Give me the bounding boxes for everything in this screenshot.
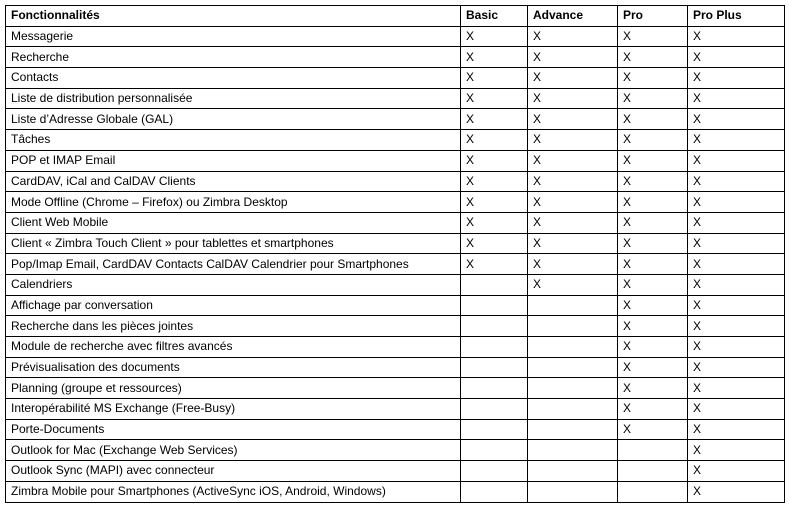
advance-cell: X (528, 171, 618, 192)
feature-cell: POP et IMAP Email (6, 150, 461, 171)
feature-cell: Liste de distribution personnalisée (6, 88, 461, 109)
basic-cell (461, 399, 528, 420)
advance-cell (528, 461, 618, 482)
advance-cell: X (528, 274, 618, 295)
basic-cell (461, 295, 528, 316)
table-row (6, 419, 785, 440)
feature-cell: Pop/Imap Email, CardDAV Contacts CalDAV Calendrier pour Smartphones (6, 254, 461, 275)
table-row (6, 357, 785, 378)
pro-cell: X (618, 47, 688, 68)
header-advance: Advance (528, 6, 618, 27)
feature-cell: Interopérabilité MS Exchange (Free-Busy) (6, 399, 461, 420)
advance-cell (528, 337, 618, 358)
feature-cell: Client « Zimbra Touch Client » pour tablettes et smartphones (6, 233, 461, 254)
pro-cell: X (618, 130, 688, 151)
pro-cell (618, 481, 688, 502)
feature-cell: Affichage par conversation (6, 295, 461, 316)
advance-cell (528, 357, 618, 378)
feature-cell: Mode Offline (Chrome – Firefox) ou Zimbra Desktop (6, 192, 461, 213)
pro-plus-cell: X (688, 47, 785, 68)
table-row (6, 378, 785, 399)
pro-plus-cell: X (688, 357, 785, 378)
feature-cell: CardDAV, iCal and CalDAV Clients (6, 171, 461, 192)
pro-plus-cell: X (688, 150, 785, 171)
table-row (6, 461, 785, 482)
basic-cell: X (461, 212, 528, 233)
pro-cell: X (618, 399, 688, 420)
advance-cell (528, 481, 618, 502)
table-row (6, 26, 785, 47)
pro-cell: X (618, 419, 688, 440)
pro-plus-cell: X (688, 88, 785, 109)
feature-cell: Module de recherche avec filtres avancés (6, 337, 461, 358)
pro-plus-cell: X (688, 399, 785, 420)
pro-cell: X (618, 109, 688, 130)
basic-cell: X (461, 192, 528, 213)
feature-cell: Contacts (6, 68, 461, 89)
advance-cell (528, 399, 618, 420)
basic-cell: X (461, 254, 528, 275)
basic-cell: X (461, 150, 528, 171)
basic-cell (461, 378, 528, 399)
advance-cell: X (528, 47, 618, 68)
basic-cell: X (461, 26, 528, 47)
table-row (6, 68, 785, 89)
pro-plus-cell: X (688, 171, 785, 192)
table-row (6, 171, 785, 192)
header-pro: Pro (618, 6, 688, 27)
pro-cell: X (618, 150, 688, 171)
header-basic: Basic (461, 6, 528, 27)
pro-cell (618, 440, 688, 461)
feature-cell: Messagerie (6, 26, 461, 47)
advance-cell: X (528, 130, 618, 151)
table-row (6, 316, 785, 337)
pro-plus-cell: X (688, 461, 785, 482)
advance-cell (528, 440, 618, 461)
table-body (6, 26, 785, 502)
advance-cell: X (528, 88, 618, 109)
header-row (6, 6, 785, 27)
basic-cell (461, 316, 528, 337)
pro-cell: X (618, 357, 688, 378)
table-row (6, 192, 785, 213)
advance-cell: X (528, 192, 618, 213)
pro-plus-cell: X (688, 233, 785, 254)
table-row (6, 47, 785, 68)
pro-cell: X (618, 316, 688, 337)
pro-cell (618, 461, 688, 482)
feature-cell: Porte-Documents (6, 419, 461, 440)
pro-cell: X (618, 68, 688, 89)
basic-cell (461, 481, 528, 502)
table-row (6, 88, 785, 109)
basic-cell (461, 357, 528, 378)
pro-plus-cell: X (688, 274, 785, 295)
pro-plus-cell: X (688, 337, 785, 358)
pro-cell: X (618, 337, 688, 358)
header-features: Fonctionnalités (6, 6, 461, 27)
table-row (6, 150, 785, 171)
table-row (6, 254, 785, 275)
feature-cell: Prévisualisation des documents (6, 357, 461, 378)
table-row (6, 130, 785, 151)
advance-cell (528, 295, 618, 316)
feature-cell: Calendriers (6, 274, 461, 295)
pro-plus-cell: X (688, 481, 785, 502)
advance-cell (528, 378, 618, 399)
table-row (6, 337, 785, 358)
basic-cell: X (461, 88, 528, 109)
feature-cell: Liste d’Adresse Globale (GAL) (6, 109, 461, 130)
table-row (6, 481, 785, 502)
feature-cell: Tâches (6, 130, 461, 151)
pro-plus-cell: X (688, 378, 785, 399)
basic-cell (461, 461, 528, 482)
pro-plus-cell: X (688, 109, 785, 130)
advance-cell: X (528, 254, 618, 275)
basic-cell: X (461, 233, 528, 254)
pro-cell: X (618, 88, 688, 109)
advance-cell: X (528, 68, 618, 89)
pro-cell: X (618, 233, 688, 254)
feature-cell: Client Web Mobile (6, 212, 461, 233)
table-row (6, 295, 785, 316)
basic-cell (461, 337, 528, 358)
feature-cell: Recherche (6, 47, 461, 68)
advance-cell: X (528, 26, 618, 47)
basic-cell: X (461, 68, 528, 89)
advance-cell: X (528, 212, 618, 233)
pro-plus-cell: X (688, 295, 785, 316)
features-comparison-table (5, 5, 785, 503)
pro-cell: X (618, 378, 688, 399)
table-row (6, 440, 785, 461)
basic-cell (461, 419, 528, 440)
table-row (6, 109, 785, 130)
table-row (6, 233, 785, 254)
pro-plus-cell: X (688, 26, 785, 47)
pro-plus-cell: X (688, 130, 785, 151)
pro-plus-cell: X (688, 440, 785, 461)
table-row (6, 212, 785, 233)
basic-cell (461, 440, 528, 461)
feature-cell: Planning (groupe et ressources) (6, 378, 461, 399)
basic-cell: X (461, 47, 528, 68)
advance-cell (528, 419, 618, 440)
table-row (6, 274, 785, 295)
pro-cell: X (618, 274, 688, 295)
advance-cell: X (528, 150, 618, 171)
pro-cell: X (618, 212, 688, 233)
pro-plus-cell: X (688, 212, 785, 233)
feature-cell: Zimbra Mobile pour Smartphones (ActiveSync iOS, Android, Windows) (6, 481, 461, 502)
basic-cell: X (461, 109, 528, 130)
basic-cell: X (461, 130, 528, 151)
pro-plus-cell: X (688, 192, 785, 213)
pro-cell: X (618, 295, 688, 316)
advance-cell: X (528, 109, 618, 130)
feature-cell: Outlook Sync (MAPI) avec connecteur (6, 461, 461, 482)
pro-cell: X (618, 254, 688, 275)
advance-cell (528, 316, 618, 337)
feature-cell: Recherche dans les pièces jointes (6, 316, 461, 337)
pro-plus-cell: X (688, 254, 785, 275)
pro-plus-cell: X (688, 68, 785, 89)
pro-plus-cell: X (688, 419, 785, 440)
pro-cell: X (618, 26, 688, 47)
basic-cell (461, 274, 528, 295)
advance-cell: X (528, 233, 618, 254)
table-row (6, 399, 785, 420)
pro-plus-cell: X (688, 316, 785, 337)
pro-cell: X (618, 192, 688, 213)
pro-cell: X (618, 171, 688, 192)
feature-cell: Outlook for Mac (Exchange Web Services) (6, 440, 461, 461)
basic-cell: X (461, 171, 528, 192)
header-pro-plus: Pro Plus (688, 6, 785, 27)
